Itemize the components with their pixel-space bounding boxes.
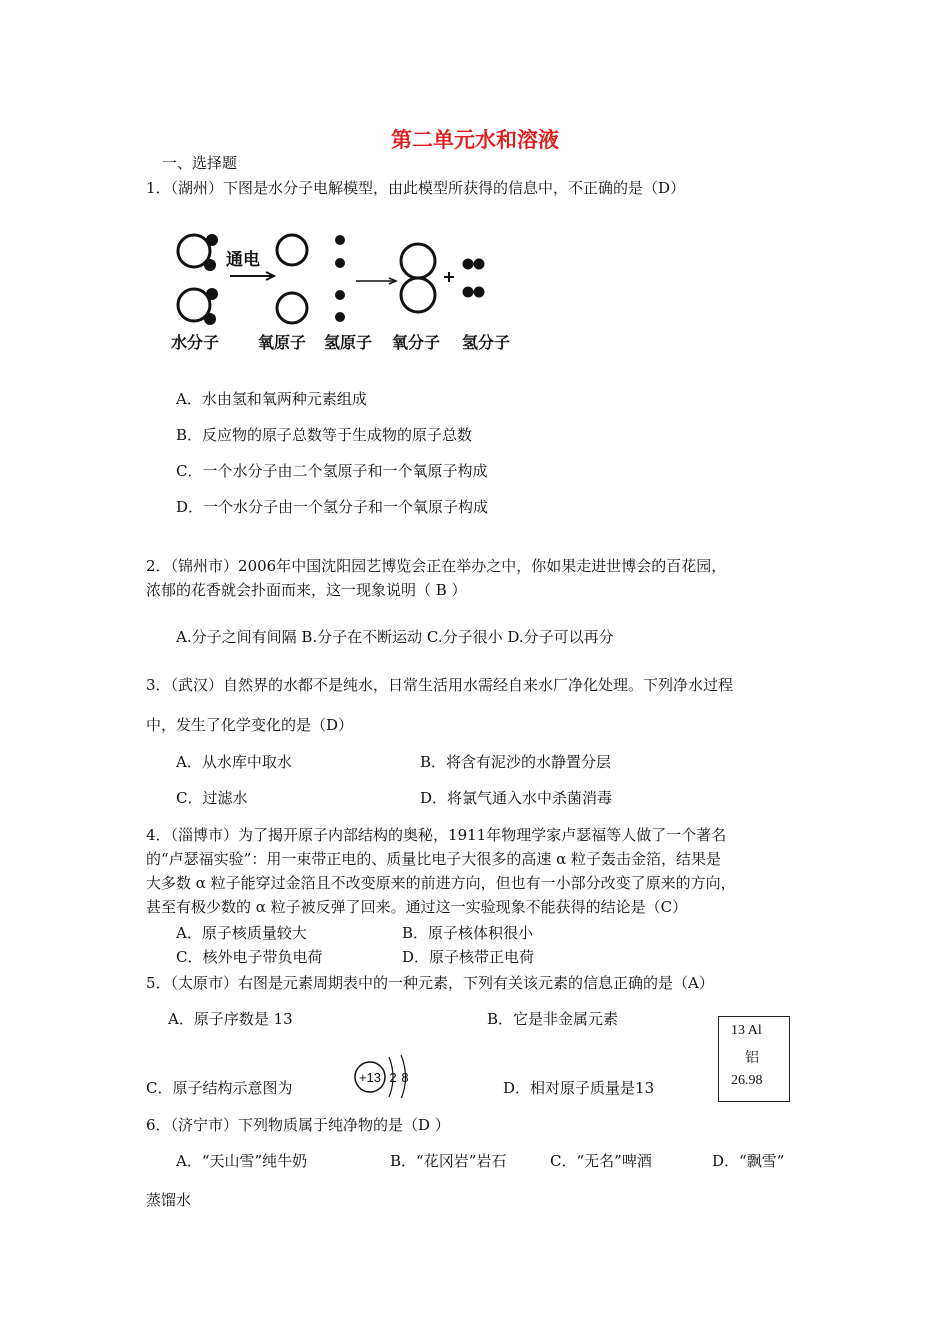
q6-option-d: D．“飘雪” — [712, 1152, 785, 1170]
element-mass: 26.98 — [731, 1073, 763, 1088]
page-title: 第二单元水和溶液 — [391, 128, 559, 152]
q3-line-2: 中，发生了化学变化的是（D） — [146, 716, 354, 734]
element-number-symbol: 13 Al — [731, 1023, 762, 1038]
question-1-stem: 1．（湖州）下图是水分子电解模型，由此模型所获得的信息中，不正确的是（D） — [146, 179, 686, 197]
q2-line-2: 浓郁的花香就会扑面而来，这一现象说明（ B ） — [146, 581, 467, 599]
q1-option-a: A．水由氢和氧两种元素组成 — [176, 390, 367, 408]
label-oxygen-atom: 氧原子 — [258, 333, 307, 352]
q1-option-b: B．反应物的原子总数等于生成物的原子总数 — [176, 426, 473, 444]
q4-line-4: 甚至有极少数的 α 粒子被反弹了回来。通过这一实验现象不能获得的结论是（C） — [146, 898, 688, 916]
q4-option-c: C．核外电子带负电荷 — [176, 948, 323, 966]
diagram-arrow-label: 通电 — [226, 250, 260, 270]
q2-options: A.分子之间有间隔 B.分子在不断运动 C.分子很小 D.分子可以再分 — [176, 628, 614, 646]
q4-line-3: 大多数 α 粒子能穿过金箔且不改变原来的前进方向，但也有一小部分改变了原来的方向， — [146, 874, 736, 892]
q6-option-a: A．“天山雪”纯牛奶 — [176, 1152, 308, 1170]
label-hydrogen-molecule: 氢分子 — [462, 333, 511, 352]
section-heading: 一、选择题 — [162, 154, 238, 172]
label-water-molecule: 水分子 — [171, 333, 220, 352]
nucleus-charge: +13 — [358, 1070, 382, 1085]
q5-stem: 5．（太原市）右图是元素周期表中的一种元素，下列有关该元素的信息正确的是（A） — [146, 974, 714, 992]
label-hydrogen-atom: 氢原子 — [324, 333, 373, 352]
q6-option-d-continuation: 蒸馏水 — [146, 1191, 192, 1209]
q5-option-a: A．原子序数是 13 — [168, 1010, 293, 1028]
q4-line-2: 的“卢瑟福实验”：用一束带正电的、质量比电子大很多的高速 α 粒子轰击金箔，结果是 — [146, 850, 722, 868]
atomic-structure-diagram — [350, 1052, 420, 1098]
shell-2-electrons: 8 — [401, 1070, 409, 1085]
water-electrolysis-diagram — [146, 213, 526, 363]
q3-option-c: C．过滤水 — [176, 789, 248, 807]
q4-option-a: A．原子核质量较大 — [176, 924, 307, 942]
q3-line-1: 3．（武汉）自然界的水都不是纯水，日常生活用水需经自来水厂净化处理。下列净水过程 — [146, 676, 734, 694]
q4-line-1: 4．（淄博市）为了揭开原子内部结构的奥秘，1911年物理学家卢瑟福等人做了一个著名 — [146, 826, 727, 844]
q3-option-b: B．将含有泥沙的水静置分层 — [420, 753, 612, 771]
q3-option-a: A．从水库中取水 — [176, 753, 292, 771]
q4-option-b: B．原子核体积很小 — [402, 924, 534, 942]
q5-option-d: D．相对原子质量是13 — [503, 1079, 655, 1097]
q2-line-1: 2．（锦州市）2006年中国沈阳园艺博览会正在举办之中，你如果走进世博会的百花园， — [146, 557, 727, 575]
q5-option-b: B．它是非金属元素 — [487, 1010, 619, 1028]
shell-1-electrons: 2 — [389, 1070, 397, 1085]
q6-stem: 6．（济宁市）下列物质属于纯净物的是（D ） — [146, 1116, 450, 1134]
q1-option-d: D．一个水分子由一个氢分子和一个氧原子构成 — [176, 498, 489, 516]
q3-option-d: D．将氯气通入水中杀菌消毒 — [420, 789, 613, 807]
q6-option-c: C．“无名”啤酒 — [550, 1152, 652, 1170]
q6-option-b: B．“花冈岩”岩石 — [390, 1152, 507, 1170]
label-oxygen-molecule: 氧分子 — [392, 333, 441, 352]
q5-option-c: C．原子结构示意图为 — [146, 1079, 293, 1097]
element-name: 铝 — [745, 1051, 759, 1066]
periodic-element-card — [718, 1016, 790, 1102]
q4-option-d: D．原子核带正电荷 — [402, 948, 535, 966]
q1-option-c: C．一个水分子由二个氢原子和一个氧原子构成 — [176, 462, 488, 480]
